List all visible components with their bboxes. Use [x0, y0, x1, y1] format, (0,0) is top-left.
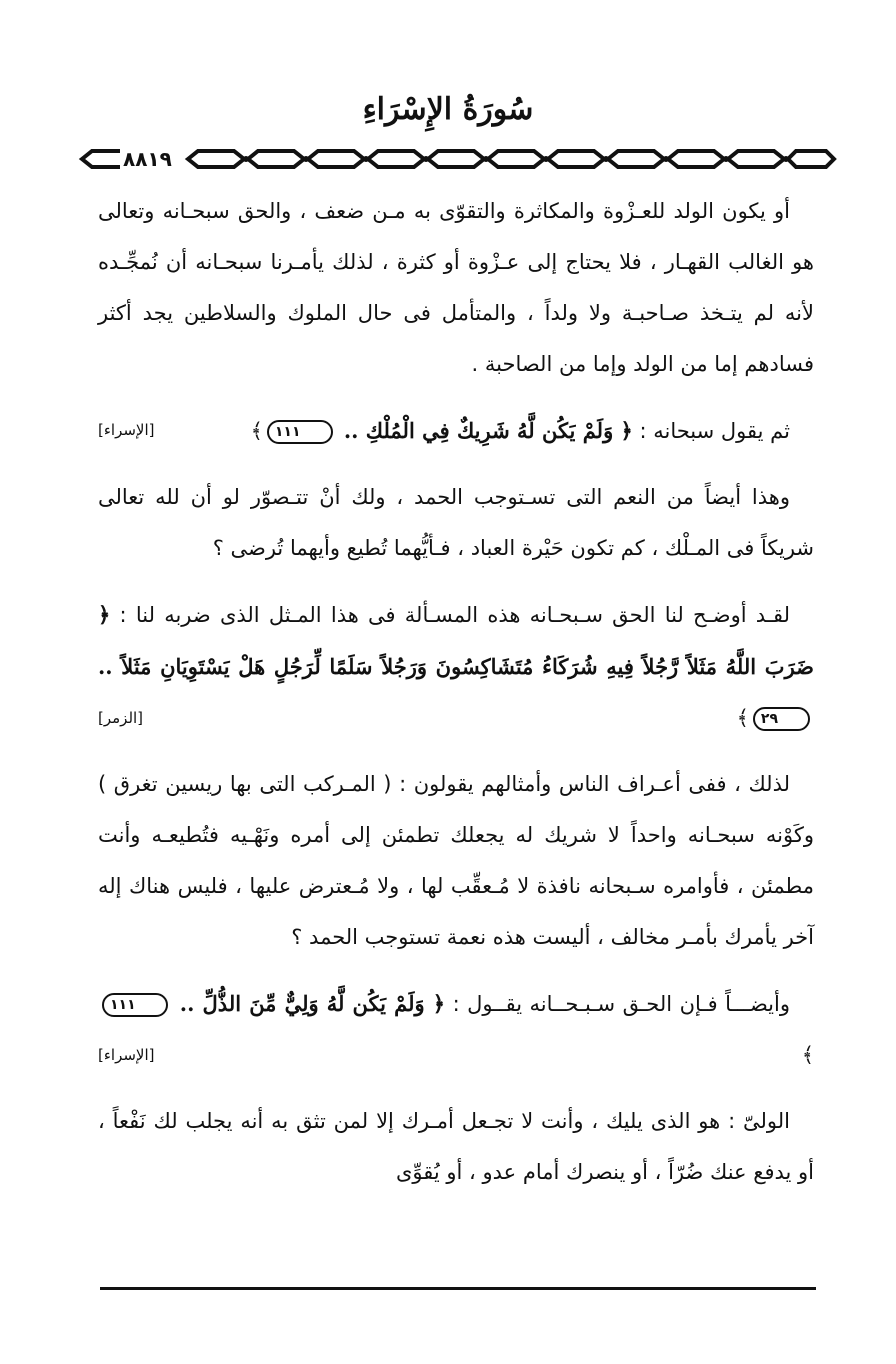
ornamental-border: [78, 144, 838, 174]
paragraph-lead: وأيضـــاً فـإن الحـق سـبـحــانه يقــول :: [445, 992, 790, 1016]
paragraph-7: الولىّ : هو الذى يليك ، وأنت لا تجـعل أمـرك إلا لمن تثق به أنه يجلب لك نَفْعاً ، أو يدفع عنك ضُرّاً ، أو ينصرك أمام عدو ، أو يُقوِّى: [98, 1109, 814, 1184]
paragraph-4: [98, 589, 814, 744]
verse-number: ٢٩: [753, 707, 810, 731]
paragraph-3: وهذا أيضاً من النعم التى تسـتوجب الحمد ، ولك أنْ تتـصوّر لو أن لله تعالى شريكاً فى المـلْك ، كم تكون حَيْرة العباد ، فـأيُّهما تُطيع وأيهما تُرضى ؟: [98, 485, 814, 560]
quran-verse: ﴿ وَلَمْ يَكُن لَّهُ وَلِيٌّ مِّنَ الذُّلِّ ..: [171, 991, 446, 1016]
quran-verse: ﴿ ضَرَبَ اللَّهُ مَثَلاً رَّجُلاً فِيهِ شُرَكَاءُ مُتَشَاكِسُونَ وَرَجُلاً سَلَمًا لِّرَجُلٍ هَلْ يَسْتَوِيَانِ مَثَلاً ..: [98, 602, 814, 679]
sura-reference: [الإسراء]: [98, 421, 155, 439]
paragraph-lead: ثم يقول سبحانه :: [632, 419, 790, 443]
paragraph-5: لذلك ، ففى أعـراف الناس وأمثالهم يقولون : ( المـركب التى بها ريسين تغرق ) وكَوْنه سبحـانه واحداً لا شريك له يجعلك تطمئن إلى أمره ونَهْـيه فتُطيعـه وأنت مطمئن ، فأوامره سـبحانه نافذة لا مُـعقِّب لها ، ولا مُـعترض عليها ، فليس هناك إله آخر يأمرك بأمـر مخالف ، أليست هذه نعمة تستوجب الحمد ؟: [98, 772, 814, 949]
paragraph-2: [98, 405, 814, 457]
closing-bracket: ﴾: [250, 419, 263, 443]
verse-number: ١١١: [102, 993, 168, 1017]
paragraph-lead: لقـد أوضـح لنا الحق سـبحـانه هذه المسـألة فى هذا المـثل الذى ضربه لنا :: [110, 603, 790, 627]
paragraph-1: أو يكون الولد للعـزْوة والمكاثرة والتقوّى به مـن ضعف ، والحق سبحـانه وتعالى هو الغالب القهـار ، فلا يحتاج إلى عـزْوة أو كثرة ، لذلك يأمـرنا سبحـانه أن نُمجِّـده لأنه لم يتـخذ صـاحبـة ولا ولداً ، والمتأمل فى حال الملوك والسلاطين يجد أكثر فسادهم إما من الولد وإما من الصاحبة .: [98, 199, 814, 376]
quran-verse: ﴿ وَلَمْ يَكُن لَّهُ شَرِيكٌ فِي الْمُلْكِ ..: [336, 418, 633, 443]
page-number: ٨٨١٩: [120, 144, 175, 174]
footer-rule: [100, 1287, 816, 1290]
paragraph-6: [98, 978, 814, 1081]
page-body: [98, 186, 814, 1213]
verse-number: ١١١: [267, 420, 333, 444]
closing-bracket: ﴾: [801, 1043, 814, 1067]
closing-bracket: ﴾: [736, 706, 749, 730]
sura-reference: [الزمر]: [98, 709, 144, 727]
sura-reference: [الإسراء]: [98, 1046, 155, 1064]
surah-title: سُورَةُ الإِسْرَاءِ: [362, 92, 534, 127]
